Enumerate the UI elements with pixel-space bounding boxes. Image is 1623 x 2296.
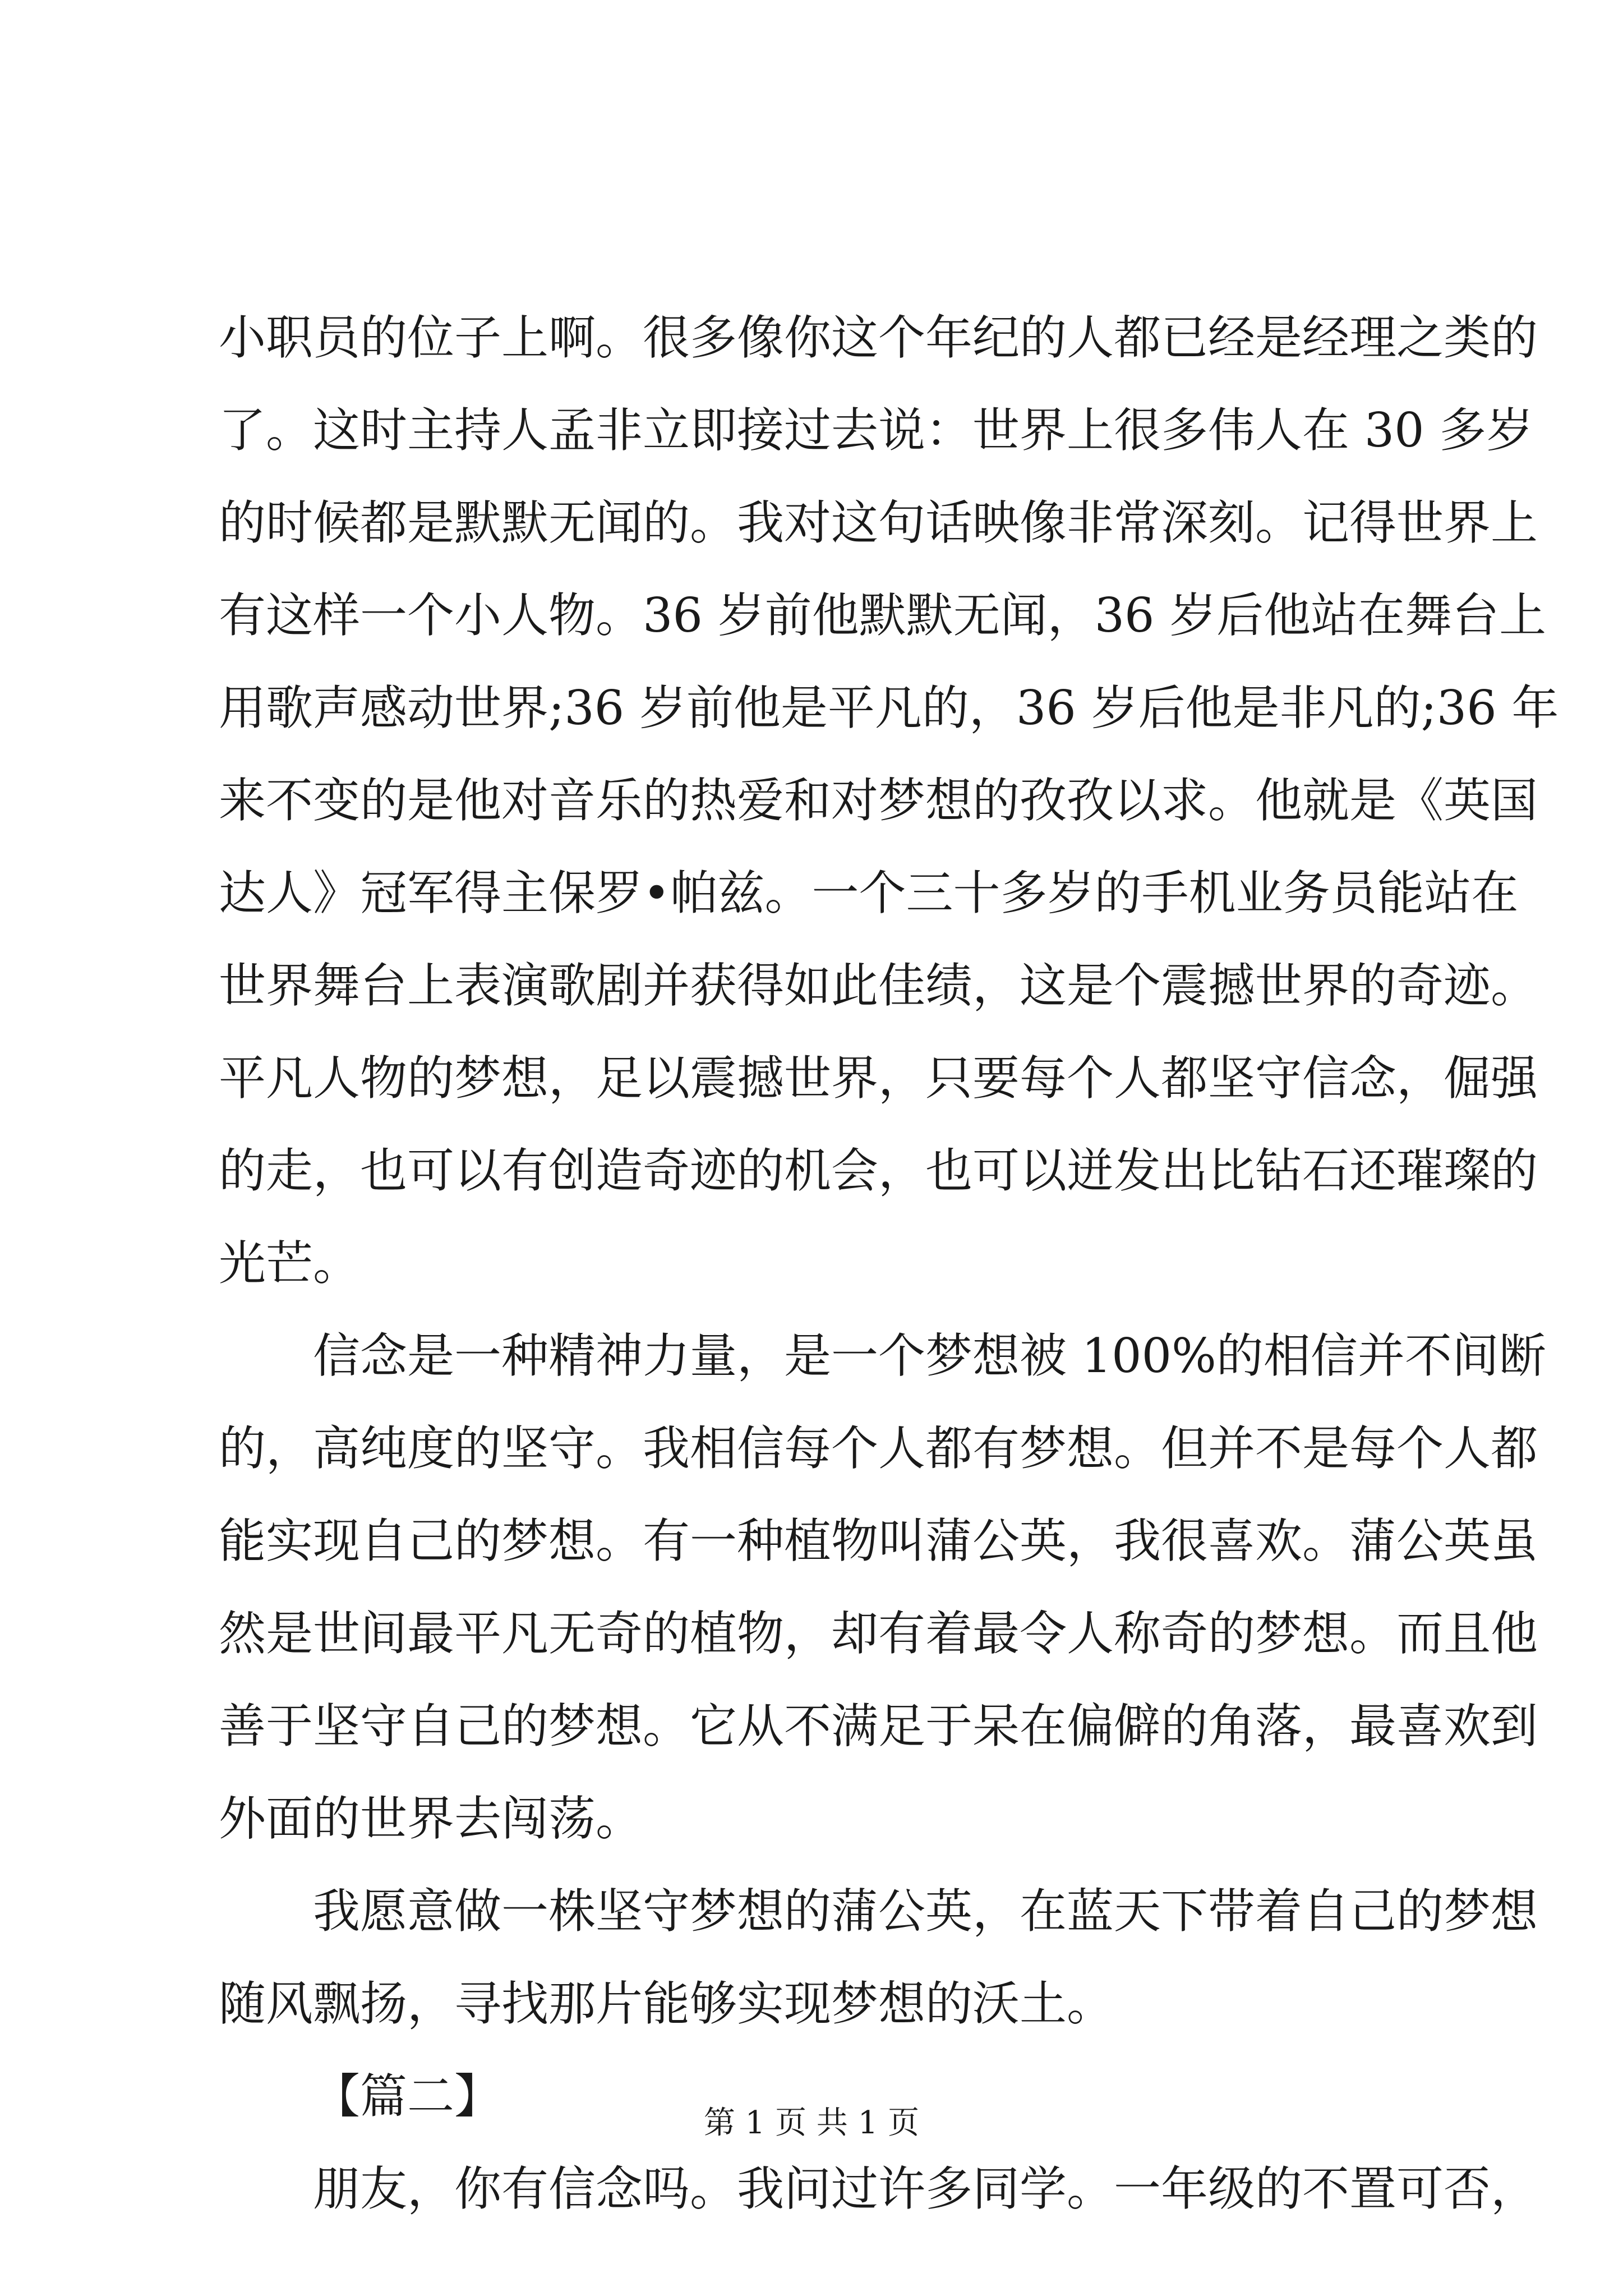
page-number-footer: 第 1 页 共 1 页 — [703, 2105, 920, 2141]
text-line: 的，高纯度的坚守。我相信每个人都有梦想。但并不是每个人都 — [219, 1421, 1538, 1476]
text-line: 能实现自己的梦想。有一种植物叫蒲公英，我很喜欢。蒲公英虽 — [219, 1513, 1538, 1568]
text-line: 朋友，你有信念吗。我问过许多同学。一年级的不置可否， — [313, 2161, 1538, 2216]
text-line: 来不变的是他对音乐的热爱和对梦想的孜孜以求。他就是《英国 — [219, 773, 1538, 828]
text-line: 光芒。 — [219, 1236, 361, 1291]
text-line: 的走，也可以有创造奇迹的机会，也可以迸发出比钻石还璀璨的 — [219, 1143, 1538, 1198]
text-line: 了。这时主持人孟非立即接过去说：世界上很多伟人在 30 多岁 — [219, 403, 1534, 458]
text-line: 外面的世界去闯荡。 — [219, 1791, 643, 1846]
text-line: 用歌声感动世界;36 岁前他是平凡的，36 岁后他是非凡的;36 年 — [219, 680, 1559, 735]
text-line: 善于坚守自己的梦想。它从不满足于呆在偏僻的角落，最喜欢到 — [219, 1699, 1538, 1754]
document-body — [219, 292, 1559, 2235]
text-line: 平凡人物的梦想，足以震撼世界，只要每个人都坚守信念，倔强 — [219, 1051, 1538, 1106]
text-line: 达人》冠军得主保罗•帕兹。一个三十多岁的手机业务员能站在 — [219, 866, 1519, 921]
text-line: 我愿意做一株坚守梦想的蒲公英，在蓝天下带着自己的梦想 — [313, 1884, 1538, 1939]
text-line: 然是世间最平凡无奇的植物，却有着最令人称奇的梦想。而且他 — [219, 1606, 1538, 1661]
text-line: 的时候都是默默无闻的。我对这句话映像非常深刻。记得世界上 — [219, 495, 1538, 550]
text-line: 世界舞台上表演歌剧并获得如此佳绩，这是个震撼世界的奇迹。 — [219, 958, 1538, 1013]
section-heading: 【篇二】 — [313, 2069, 502, 2124]
text-line: 信念是一种精神力量，是一个梦想被 100%的相信并不间断 — [313, 1328, 1546, 1383]
text-line: 有这样一个小人物。36 岁前他默默无闻，36 岁后他站在舞台上 — [219, 588, 1547, 643]
text-line: 小职员的位子上啊。很多像你这个年纪的人都已经是经理之类的 — [219, 310, 1538, 365]
text-line: 随风飘扬，寻找那片能够实现梦想的沃土。 — [219, 1976, 1114, 2031]
